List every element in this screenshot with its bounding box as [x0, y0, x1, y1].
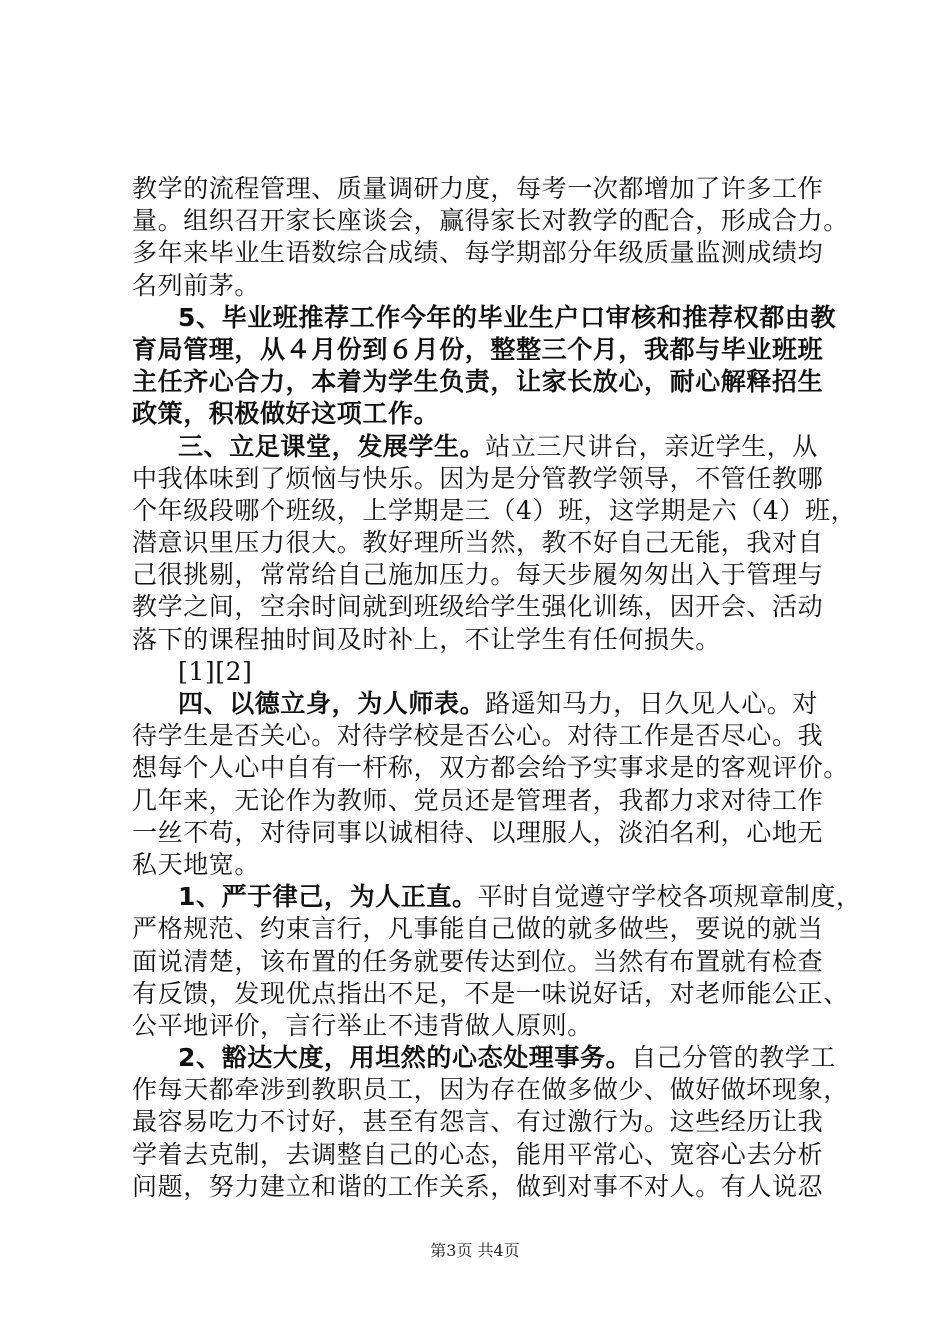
- text-line: 面说清楚，该布置的任务就要传达到位。当然有布置就有检查: [132, 946, 824, 976]
- text-line: 问题，努力建立和谐的工作关系，做到对事不对人。有人说忍: [132, 1171, 824, 1201]
- text-line: 多年来毕业生语数综合成绩、每学期部分年级质量监测成绩均: [132, 238, 824, 268]
- text-line: 落下的课程抽时间及时补上，不让学生有任何损失。: [132, 624, 721, 654]
- text-line: 几年来，无论作为教师、党员还是管理者，我都力求对待工作: [132, 785, 824, 815]
- text-line: 育局管理，从４月份到６月份，整整三个月，我都与毕业班班: [132, 334, 824, 364]
- text-line: 潜意识里压力很大。教好理所当然，教不好自己无能，我对自: [132, 528, 824, 558]
- text-line: 量。组织召开家长座谈会，赢得家长对教学的配合，形成合力。: [132, 206, 849, 236]
- text-line: 待学生是否关心。对待学校是否公心。对待工作是否尽心。我: [132, 721, 824, 751]
- text-line: [132, 881, 862, 913]
- text-run: 路遥知马力，日久见人心。对: [485, 689, 819, 718]
- text-run: 站立三尺讲台，亲近学生，从: [485, 431, 819, 461]
- text-line: 一丝不苟，对待同事以诚相待、以理服人，淡泊名利，心地无: [132, 817, 824, 847]
- document-body: [132, 173, 862, 1203]
- text-line: 最容易吃力不讨好，甚至有怨言、有过激行为。这些经历让我: [132, 1107, 824, 1137]
- section-heading: 四、以德立身，为人师表。: [178, 689, 486, 718]
- section-heading: 1、严于律己，为人正直。: [178, 882, 478, 912]
- text-line: [132, 688, 832, 720]
- text-line: 己很挑剔，常常给自己施加压力。每天步履匆匆出入于管理与: [132, 560, 824, 590]
- text-line: 个年级段哪个班级，上学期是三（4）班，这学期是六（4）班，: [132, 495, 857, 525]
- text-line: 公平地评价，言行举止不违背做人原则。: [132, 1010, 593, 1040]
- text-line: 名列前茅。: [132, 270, 261, 300]
- page-link-list[interactable]: [1][2]: [178, 656, 253, 686]
- text-line: 想每个人心中自有一杆称，双方都会给予实事求是的客观评价。: [132, 753, 849, 783]
- text-run: 自己分管的教学工: [631, 1043, 837, 1073]
- text-line: 教学的流程管理、质量调研力度，每考一次都增加了许多工作: [132, 174, 824, 203]
- text-line: 私天地宽。: [132, 849, 261, 879]
- text-run: 平时自觉遵守学校各项规章制度，: [477, 882, 862, 912]
- text-line: 5、毕业班推荐工作今年的毕业生户口审核和推荐权都由教: [178, 302, 836, 332]
- text-line: 主任齐心合力，本着为学生负责，让家长放心，耐心解释招生: [132, 367, 824, 397]
- text-line: 政策，积极做好这项工作。: [132, 399, 440, 429]
- text-line: 有反馈，发现优点指出不足，不是一味说好话，对老师能公正、: [132, 978, 849, 1008]
- page-footer: 第3页 共4页: [430, 1241, 520, 1260]
- text-line: 学着去克制，去调整自己的心态，能用平常心、宽容心去分析: [132, 1139, 824, 1169]
- text-line: 作每天都牵涉到教职员工，因为存在做多做少、做好做坏现象，: [132, 1075, 849, 1105]
- section-heading: 三、立足课堂，发展学生。: [178, 431, 486, 461]
- section-heading: 2、豁达大度，用坦然的心态处理事务。: [178, 1043, 632, 1073]
- text-line: 严格规范、约束言行，凡事能自己做的就多做些，要说的就当: [132, 914, 824, 944]
- text-line: [132, 1042, 837, 1074]
- text-line: 教学之间，空余时间就到班级给学生强化训练，因开会、活动: [132, 592, 824, 622]
- text-line: [132, 431, 832, 463]
- text-line: 中我体味到了烦恼与快乐。因为是分管教学领导，不管任教哪: [132, 463, 824, 493]
